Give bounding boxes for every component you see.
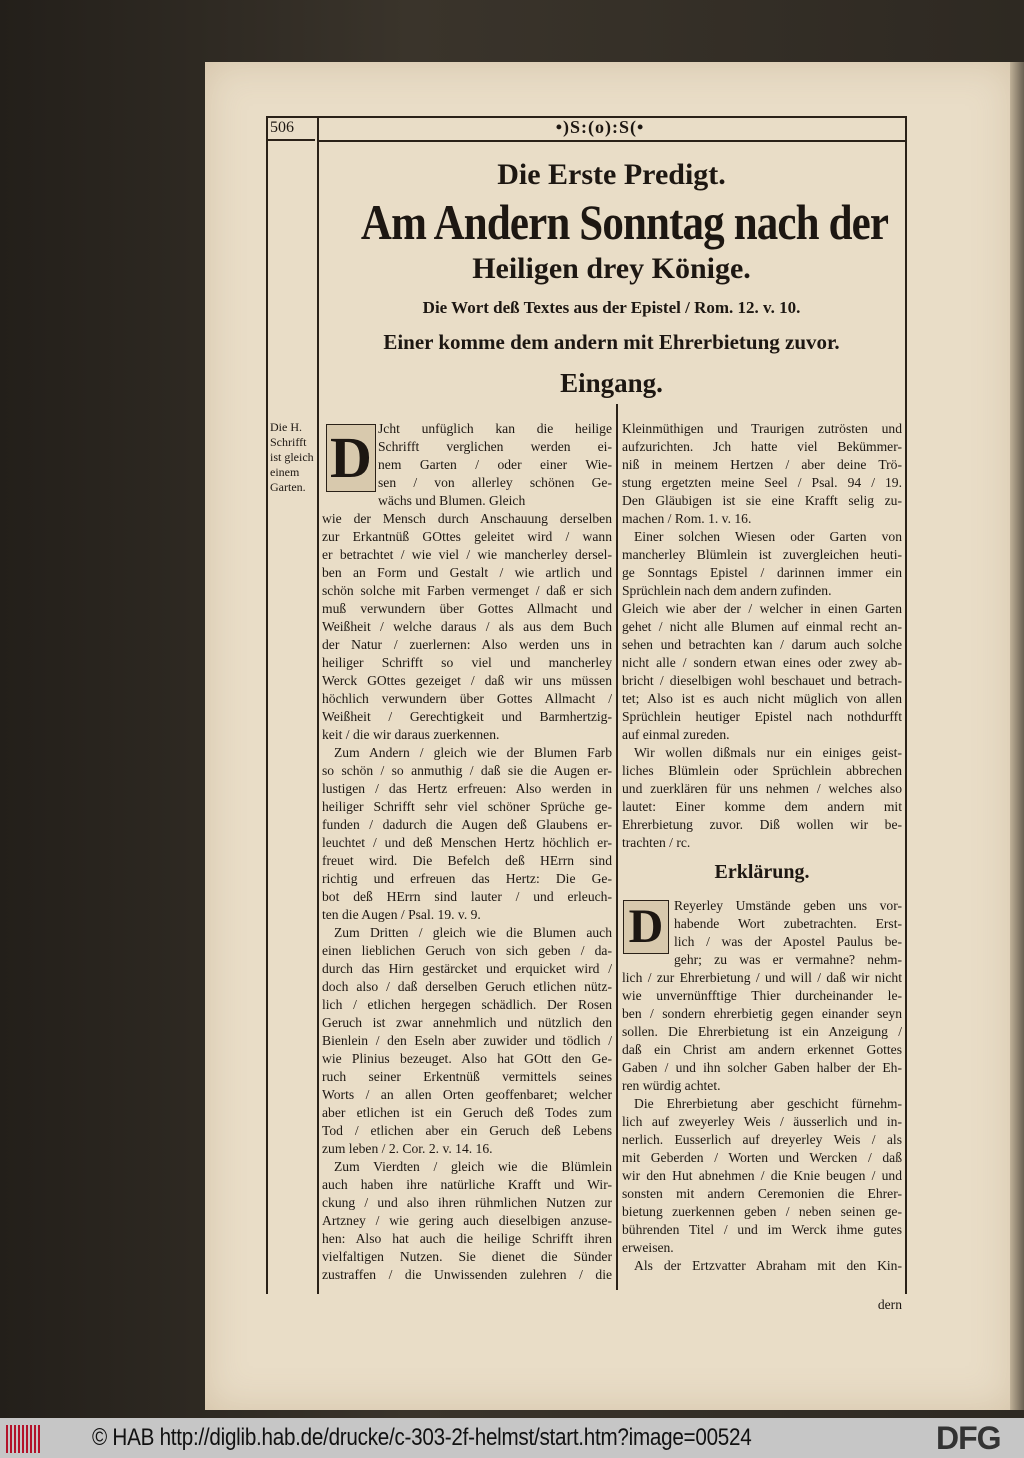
text-line: Bienlein / den Eseln aber zuwider und tödlich / [322, 1033, 612, 1048]
text-line: ren würdig achtet. [622, 1078, 721, 1093]
hab-logo-icon [6, 1425, 42, 1453]
page-number: 506 [270, 119, 294, 136]
text-line: wie Plinius bezeuget. Also hat GOtt den Ge- [322, 1051, 612, 1066]
text-line: lich / zur Ehrerbietung / und will / daß wir nicht [622, 970, 902, 985]
text-line: er betrachtet / wie viel / wie mancherley dersel- [322, 547, 612, 562]
margin-rule [317, 116, 319, 1294]
text-line: wir den Hut abnehmen / die Knie beugen / und [622, 1168, 902, 1183]
text-line: lautet: Einer komme dem andern mit [622, 799, 902, 814]
section-heading-eingang: Eingang. [560, 368, 663, 398]
text-line: Reyerley Umstände geben uns vor- [674, 898, 902, 913]
text-line: Jcht unfüglich kan die heilige [378, 421, 612, 436]
text-line: ten die Augen / Psal. 19. v. 9. [322, 907, 481, 922]
text-line: niß in meinem Hertzen / aber deine Trö- [622, 457, 902, 472]
text-line: zur Erkantnüß GOttes geleitet wird / wann [322, 529, 612, 544]
text-line: habende Wort zubetrachten. Erst- [674, 916, 902, 931]
text-line: Einer solchen Wiesen oder Garten von [634, 529, 902, 544]
text-line: ben an Form und Gestalt / wie artlich und [322, 565, 612, 580]
text-line: Weißheit / welche daraus / als aus dem Buch [322, 619, 612, 634]
header-rule [319, 140, 906, 142]
text-line: freuet wird. Die Befelch deß HErrn sind [322, 853, 612, 868]
text-line: gehet / nicht alle Blumen auf einmal recht an- [622, 619, 902, 634]
text-line: machen / Rom. 1. v. 16. [622, 511, 752, 526]
main-title: Am Andern Sonntag nach der [360, 194, 889, 250]
margin-note-line: Garten. [270, 480, 306, 494]
text-line: Gaben / und ihn solcher Gaben halber der Eh- [622, 1060, 902, 1075]
text-line: Weißheit / Gerechtigkeit und Barmhertzig- [322, 709, 612, 724]
text-line: heiliger Schrifft so viel und mancherley [322, 655, 612, 670]
text-line: trachten / rc. [622, 835, 691, 850]
text-line: ckung / und also ihren rühmlichen Nutzen zur [322, 1195, 612, 1210]
text-line: und zuerklären für uns nehmen / welches also [622, 781, 902, 796]
text-line: wie der Mensch durch Anschauung derselben [322, 511, 612, 526]
text-line: zum leben / 2. Cor. 2. v. 14. 16. [322, 1141, 493, 1156]
margin-note-line: Schrifft [270, 435, 307, 449]
text-line: Zum Andern / gleich wie der Blumen Farb [334, 745, 612, 760]
pagenum-rule [267, 139, 315, 141]
text-line: ben / sondern ehrerbietig gegen einander seyn [622, 1006, 902, 1021]
text-line: Die Ehrerbietung aber geschicht fürnehm- [634, 1096, 902, 1111]
text-line: ge Sonntags Epistel / darinnen immer ein [622, 565, 902, 580]
main-title-wrap [318, 196, 905, 248]
text-line: Schrifft verglichen werden ei- [378, 439, 612, 454]
text-line: doch also / daß derselben Geruch etlichen nütz- [322, 979, 612, 994]
left-text-column [322, 420, 612, 1284]
text-line: Kleinmüthigen und Traurigen zutrösten und [622, 421, 902, 436]
text-line: höchlich verwundern über Gottes Allmacht / [322, 691, 612, 706]
text-line: sen / von allerley schönen Ge- [378, 475, 612, 490]
column-divider [616, 404, 618, 1290]
text-line: richtig und erfreuen das Hertz: Die Ge- [322, 871, 612, 886]
text-line: Worts / an allen Orten geoffenbaret; welcher [322, 1087, 612, 1102]
subtitle: Heiligen drey Könige. [472, 252, 751, 285]
margin-note-line: einem [270, 465, 300, 479]
margin-note-line: Die H. [270, 420, 302, 434]
text-line: wächs und Blumen. Gleich [378, 493, 526, 508]
text-line: heiliger Schrifft sehr viel schöner Sprüche ge- [322, 799, 612, 814]
text-line: Ehrerbietung zuvor. Diß wollen wir be- [622, 817, 902, 832]
text-line: aufzurichten. Jch hatte viel Bekümmer- [622, 439, 902, 454]
text-line: daß ein Christ am andern erkennet Gottes [622, 1042, 902, 1057]
drop-cap-initial: D [326, 424, 376, 492]
header-ornament: •)S:(o):S(• [555, 117, 645, 137]
margin-note-line: ist gleich [270, 450, 314, 464]
sermon-title: Die Erste Predigt. [497, 158, 726, 191]
text-line: Zum Vierdten / gleich wie die Blümlein [334, 1159, 612, 1174]
text-line: lustigen / das Hertz erfreuen: Also werden in [322, 781, 612, 796]
text-line: Geruch ist zwar annehmlich und nützlich den [322, 1015, 612, 1030]
text-line: keit / die wir daraus zuerkennen. [322, 727, 500, 742]
text-line: nicht alle / sondern etwan eines oder zwey ab- [622, 655, 902, 670]
text-line: lich auf zweyerley Weis / äusserlich und in- [622, 1114, 902, 1129]
text-line: sollen. Die Ehrerbietung ist ein Anzeigung / [622, 1024, 902, 1039]
margin-note [270, 420, 317, 495]
text-line: bricht / dieselbigen wohl beschauet und betrach- [622, 673, 902, 688]
frame-left-rule [266, 116, 268, 1294]
right-text-column-bottom [622, 897, 902, 1275]
copyright-link[interactable]: © HAB http://diglib.hab.de/drucke/c-303-2f-helmst/start.htm?image=00524 [92, 1424, 752, 1451]
text-line: erweisen. [622, 1240, 674, 1255]
text-line: sehen und betrachten kan / darum auch solche [622, 637, 902, 652]
footer-bar [0, 1418, 1024, 1458]
text-line: bietung zuerkennen geben / neben seinen ge- [622, 1204, 902, 1219]
text-line: auch haben ihre natürliche Krafft und Wir- [322, 1177, 612, 1192]
text-line: liches Blümlein oder Sprüchlein abbrechen [622, 763, 902, 778]
text-line: der Natur / zuerlernen: Also werden uns in [322, 637, 612, 652]
text-line: mancherley Blümlein ist zuvergleichen heuti- [622, 547, 902, 562]
text-line: Als der Ertzvatter Abraham mit den Kin- [634, 1258, 902, 1273]
text-line: nem Garten / oder einer Wie- [378, 457, 612, 472]
text-line: Tod / etlichen aber ein Geruch deß Lebens [322, 1123, 612, 1138]
text-line: einen lieblichen Geruch von sich geben / da- [322, 943, 612, 958]
text-line: auf einmal zureden. [622, 727, 730, 742]
text-line: ruch seiner Erkentnüß vermittels seines [322, 1069, 612, 1084]
text-line: mit Geberden / Worten und Wercken / daß [622, 1150, 902, 1165]
section-heading-erklaerung: Erklärung. [714, 861, 810, 883]
frame-right-rule [905, 116, 907, 1294]
text-line: lich / was der Apostel Paulus be- [674, 934, 902, 949]
book-edge [1010, 62, 1024, 1410]
text-line: zustraffen / die Unwissenden zulehren / die [322, 1267, 612, 1282]
text-line: Wir wollen dißmals nur ein einiges geist- [634, 745, 902, 760]
text-line: gehr; zu was er vermahne? nehm- [674, 952, 902, 967]
text-line: tet; Also ist es auch nicht müglich von allen [622, 691, 902, 706]
text-line: Sprüchlein heutiger Epistel nach nothdurfft [622, 709, 902, 724]
text-line: vielfaltigen Nutzen. Sie dienet die Sünder [322, 1249, 612, 1264]
dfg-logo: DFG [936, 1420, 1001, 1456]
right-text-column-top [622, 420, 902, 852]
text-line: Gleich wie aber der / welcher in einen Garten [622, 601, 902, 616]
text-line: aber etlichen ist ein Geruch deß Todes zum [322, 1105, 612, 1120]
text-line: wie unvernünfftige Thier durcheinander le- [622, 988, 902, 1003]
text-line: Sprüchlein nach dem andern zufinden. [622, 583, 832, 598]
text-line: hen: Also hat auch die heilige Schrifft ihren [322, 1231, 612, 1246]
text-line: Artzney / wie gering auch dieselbigen anzuse- [322, 1213, 612, 1228]
text-line: nerlich. Eusserlich auf dreyerley Weis / als [622, 1132, 902, 1147]
drop-cap-initial: D [623, 900, 669, 954]
text-line: Den Gläubigen ist sie eine Krafft selig zu- [622, 493, 902, 508]
text-line: sonsten mit andern Ceremonien die Ehrer- [622, 1186, 902, 1201]
text-line: Zum Dritten / gleich wie die Blumen auch [334, 925, 612, 940]
text-line: schön solche mit Farben vermenget / daß er sich [322, 583, 612, 598]
verse-text: Einer komme dem andern mit Ehrerbietung zuvor. [383, 330, 840, 354]
text-line: muß verwundern über Gottes Allmacht und [322, 601, 612, 616]
text-line: Werck GOttes gezeiget / daß wir uns müssen [322, 673, 612, 688]
text-line: funden / dadurch die Augen deß Glaubens er- [322, 817, 612, 832]
text-line: so schön / so anmuthig / daß sie die Augen er- [322, 763, 612, 778]
text-line: stung ergetzten meine Seel / Psal. 94 / 19. [622, 475, 902, 490]
text-line: bot deß HErrn sind lauter / und erleuch- [322, 889, 612, 904]
text-line: durch das Hirn gestärcket und erquicket wird / [322, 961, 612, 976]
text-reference: Die Wort deß Textes aus der Epistel / Rom. 12. v. 10. [422, 298, 801, 317]
catchword: dern [877, 1297, 902, 1312]
text-line: lich / etlichen hergegen schädlich. Der Rosen [322, 997, 612, 1012]
text-line: leuchtet / und deß Menschen Hertz höchlich er- [322, 835, 612, 850]
text-line: bührenden Titel / und im Werck ihme gutes [622, 1222, 902, 1237]
